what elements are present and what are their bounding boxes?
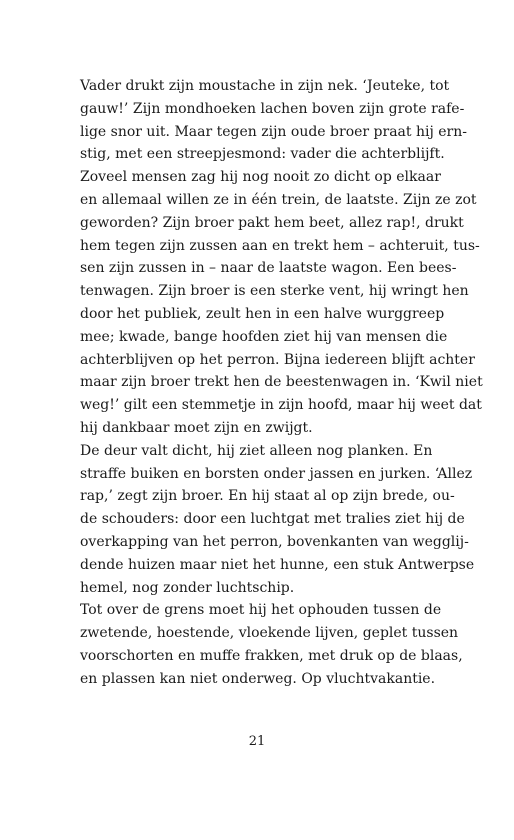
text-line: gauw!’ Zijn mondhoeken lachen boven zijn grote rafe- — [80, 100, 465, 117]
text-line: voorschorten en muffe frakken, met druk op de blaas, — [80, 647, 463, 664]
text-line: weg!’ gilt een stemmetje in zijn hoofd, maar hij weet dat — [80, 397, 482, 414]
paragraph-1 — [80, 75, 467, 166]
text-line: sen zijn zussen in – naar de laatste wagon. Een bees- — [80, 260, 457, 277]
text-line: zwetende, hoestende, vloekende lijven, geplet tussen — [80, 625, 459, 642]
text-line: stig, met een streepjesmond: vader die achterblijft. — [80, 146, 445, 163]
text-line: hem tegen zijn zussen aan en trekt hem – achteruit, tus- — [80, 237, 480, 254]
paragraph-4 — [80, 599, 463, 690]
text-line: Vader drukt zijn moustache in zijn nek. ‘Jeuteke, tot — [80, 78, 450, 94]
text-line: door het publiek, zeult hen in een halve wurggreep — [80, 305, 445, 322]
text-line: mee; kwade, bange hoofden ziet hij van mensen die — [80, 328, 448, 345]
text-line: rap,’ zegt zijn broer. En hij staat al op zijn brede, ou- — [80, 488, 455, 505]
text-line: lige snor uit. Maar tegen zijn oude broer praat hij ern- — [80, 123, 467, 140]
text-line: dende huizen maar niet het hunne, een stuk Antwerpse — [80, 556, 475, 573]
text-line: tenwagen. Zijn broer is een sterke vent, hij wringt hen — [80, 283, 469, 300]
text-line: achterblijven op het perron. Bijna iedereen blijft achter — [80, 351, 475, 368]
text-line: en plassen kan niet onderweg. Op vluchtvakantie. — [80, 670, 436, 687]
text-line: hij dankbaar moet zijn en zwijgt. — [80, 419, 313, 436]
text-line: geworden? Zijn broer pakt hem beet, allez rap!, drukt — [80, 214, 464, 231]
text-line: De deur valt dicht, hij ziet alleen nog planken. En — [80, 442, 433, 459]
text-line: overkapping van het perron, bovenkanten van wegglij- — [80, 533, 469, 550]
text-line: maar zijn broer trekt hen de beestenwagen in. ‘Kwil niet — [80, 374, 483, 391]
text-line: en allemaal willen ze in één trein, de laatste. Zijn ze zot — [80, 191, 477, 208]
text-line: hemel, nog zonder luchtschip. — [80, 579, 295, 596]
text-line: Tot over de grens moet hij het ophouden tussen de — [80, 602, 442, 619]
paragraph-2 — [80, 166, 483, 440]
text-line: Zoveel mensen zag hij nog nooit zo dicht op elkaar — [80, 169, 441, 186]
paragraph-3 — [80, 440, 475, 600]
body-text — [80, 75, 483, 691]
page-number: 21 — [248, 734, 266, 749]
text-line: de schouders: door een luchtgat met tralies ziet hij de — [80, 511, 465, 528]
text-line: straffe buiken en borsten onder jassen en jurken. ‘Allez — [80, 465, 473, 482]
